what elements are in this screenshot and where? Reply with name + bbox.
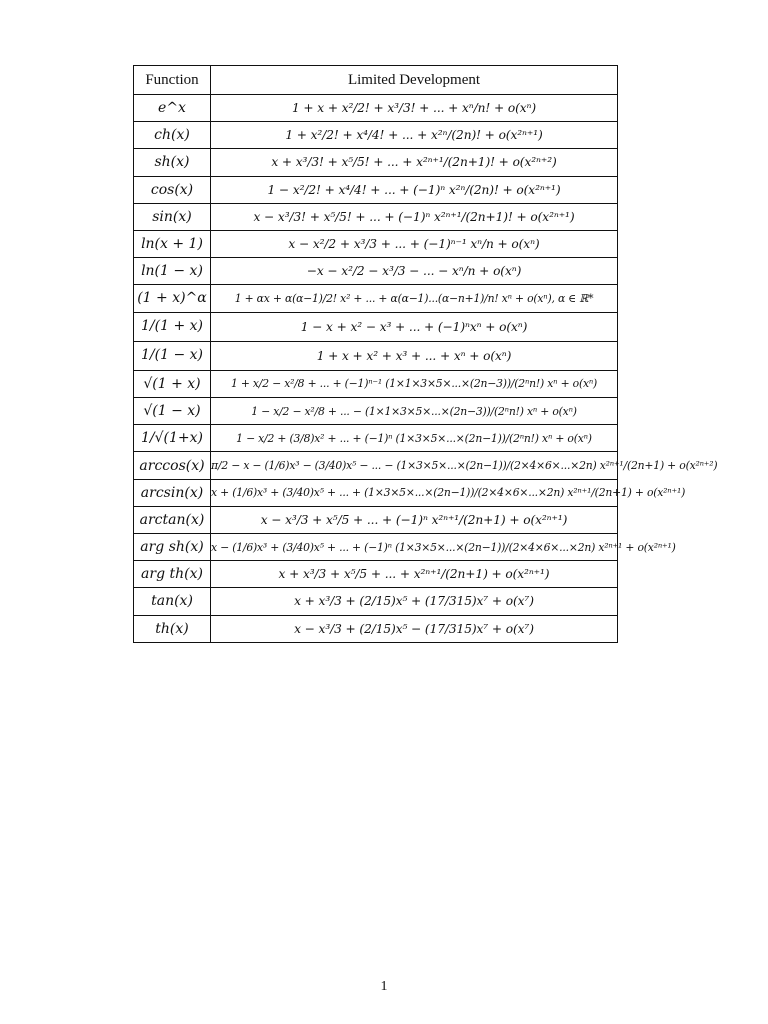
function-cell: √(1 + x) bbox=[134, 370, 211, 397]
table-row bbox=[134, 149, 618, 176]
function-cell: arg sh(x) bbox=[134, 534, 211, 561]
table-row bbox=[134, 230, 618, 257]
column-header-function: Function bbox=[134, 66, 211, 95]
function-cell: e^x bbox=[134, 95, 211, 122]
function-cell: arcsin(x) bbox=[134, 479, 211, 506]
function-cell: √(1 − x) bbox=[134, 398, 211, 425]
expansion-cell: 1 + x²/2! + x⁴/4! + ... + x²ⁿ/(2n)! + o(x²ⁿ⁺¹) bbox=[211, 122, 618, 149]
expansion-cell: 1 − x + x² − x³ + ... + (−1)ⁿxⁿ + o(xⁿ) bbox=[211, 312, 618, 341]
expansion-cell: 1 − x/2 − x²/8 + ... − (1×1×3×5×...×(2n−3))/(2ⁿn!) xⁿ + o(xⁿ) bbox=[211, 398, 618, 425]
function-cell: 1/(1 − x) bbox=[134, 341, 211, 370]
table-row bbox=[134, 203, 618, 230]
table-row bbox=[134, 258, 618, 285]
table-row bbox=[134, 285, 618, 312]
page-number: 1 bbox=[380, 979, 388, 994]
function-cell: th(x) bbox=[134, 615, 211, 642]
expansion-cell: 1 − x²/2! + x⁴/4! + ... + (−1)ⁿ x²ⁿ/(2n)! + o(x²ⁿ⁺¹) bbox=[211, 176, 618, 203]
expansion-cell: x + x³/3 + (2/15)x⁵ + (17/315)x⁷ + o(x⁷) bbox=[211, 588, 618, 615]
function-cell: sh(x) bbox=[134, 149, 211, 176]
expansion-cell: x − x³/3 + (2/15)x⁵ − (17/315)x⁷ + o(x⁷) bbox=[211, 615, 618, 642]
function-cell: tan(x) bbox=[134, 588, 211, 615]
expansion-cell: 1 − x/2 + (3/8)x² + ... + (−1)ⁿ (1×3×5×...×(2n−1))/(2ⁿn!) xⁿ + o(xⁿ) bbox=[211, 425, 618, 452]
expansion-cell: x + (1/6)x³ + (3/40)x⁵ + ... + (1×3×5×...×(2n−1))/(2×4×6×...×2n) x²ⁿ⁺¹/(2n+1) + o(x²ⁿ⁺¹) bbox=[211, 479, 618, 506]
expansion-cell: 1 + x/2 − x²/8 + ... + (−1)ⁿ⁻¹ (1×1×3×5×...×(2n−3))/(2ⁿn!) xⁿ + o(xⁿ) bbox=[211, 370, 618, 397]
function-cell: arg th(x) bbox=[134, 561, 211, 588]
expansion-cell: x + x³/3! + x⁵/5! + ... + x²ⁿ⁺¹/(2n+1)! + o(x²ⁿ⁺²) bbox=[211, 149, 618, 176]
function-cell: cos(x) bbox=[134, 176, 211, 203]
function-cell: 1/(1 + x) bbox=[134, 312, 211, 341]
table-row bbox=[134, 312, 618, 341]
function-cell: 1/√(1+x) bbox=[134, 425, 211, 452]
expansion-cell: x − x³/3 + x⁵/5 + ... + (−1)ⁿ x²ⁿ⁺¹/(2n+1) + o(x²ⁿ⁺¹) bbox=[211, 506, 618, 533]
table-header-row bbox=[134, 66, 618, 95]
function-cell: arccos(x) bbox=[134, 452, 211, 479]
table-row bbox=[134, 341, 618, 370]
function-cell: ln(1 − x) bbox=[134, 258, 211, 285]
function-cell: arctan(x) bbox=[134, 506, 211, 533]
function-cell: (1 + x)^α bbox=[134, 285, 211, 312]
function-cell: ch(x) bbox=[134, 122, 211, 149]
table-row bbox=[134, 370, 618, 397]
table-row bbox=[134, 95, 618, 122]
table-row bbox=[134, 122, 618, 149]
function-cell: ln(x + 1) bbox=[134, 230, 211, 257]
table-row bbox=[134, 506, 618, 533]
expansion-cell: π/2 − x − (1/6)x³ − (3/40)x⁵ − ... − (1×3×5×...×(2n−1))/(2×4×6×...×2n) x²ⁿ⁺¹/(2n+1) + o(x²ⁿ⁺²) bbox=[211, 452, 618, 479]
table-row bbox=[134, 615, 618, 642]
expansion-cell: −x − x²/2 − x³/3 − ... − xⁿ/n + o(xⁿ) bbox=[211, 258, 618, 285]
expansion-cell: 1 + αx + α(α−1)/2! x² + ... + α(α−1)...(α−n+1)/n! xⁿ + o(xⁿ), α ∈ ℝ* bbox=[211, 285, 618, 312]
expansion-cell: x + x³/3 + x⁵/5 + ... + x²ⁿ⁺¹/(2n+1) + o(x²ⁿ⁺¹) bbox=[211, 561, 618, 588]
table-row bbox=[134, 176, 618, 203]
table-row bbox=[134, 398, 618, 425]
table-row bbox=[134, 561, 618, 588]
table-row bbox=[134, 534, 618, 561]
table-row bbox=[134, 479, 618, 506]
expansion-cell: 1 + x + x² + x³ + ... + xⁿ + o(xⁿ) bbox=[211, 341, 618, 370]
function-cell: sin(x) bbox=[134, 203, 211, 230]
table-row bbox=[134, 425, 618, 452]
table-row bbox=[134, 452, 618, 479]
table-row bbox=[134, 588, 618, 615]
expansion-cell: 1 + x + x²/2! + x³/3! + ... + xⁿ/n! + o(xⁿ) bbox=[211, 95, 618, 122]
limited-development-table bbox=[133, 65, 718, 643]
column-header-limited-development: Limited Development bbox=[211, 66, 618, 95]
expansion-cell: x − (1/6)x³ + (3/40)x⁵ + ... + (−1)ⁿ (1×3×5×...×(2n−1))/(2×4×6×...×2n) x²ⁿ⁺¹ + o(x²ⁿ⁺¹) bbox=[211, 534, 618, 561]
expansion-cell: x − x²/2 + x³/3 + ... + (−1)ⁿ⁻¹ xⁿ/n + o(xⁿ) bbox=[211, 230, 618, 257]
expansion-cell: x − x³/3! + x⁵/5! + ... + (−1)ⁿ x²ⁿ⁺¹/(2n+1)! + o(x²ⁿ⁺¹) bbox=[211, 203, 618, 230]
